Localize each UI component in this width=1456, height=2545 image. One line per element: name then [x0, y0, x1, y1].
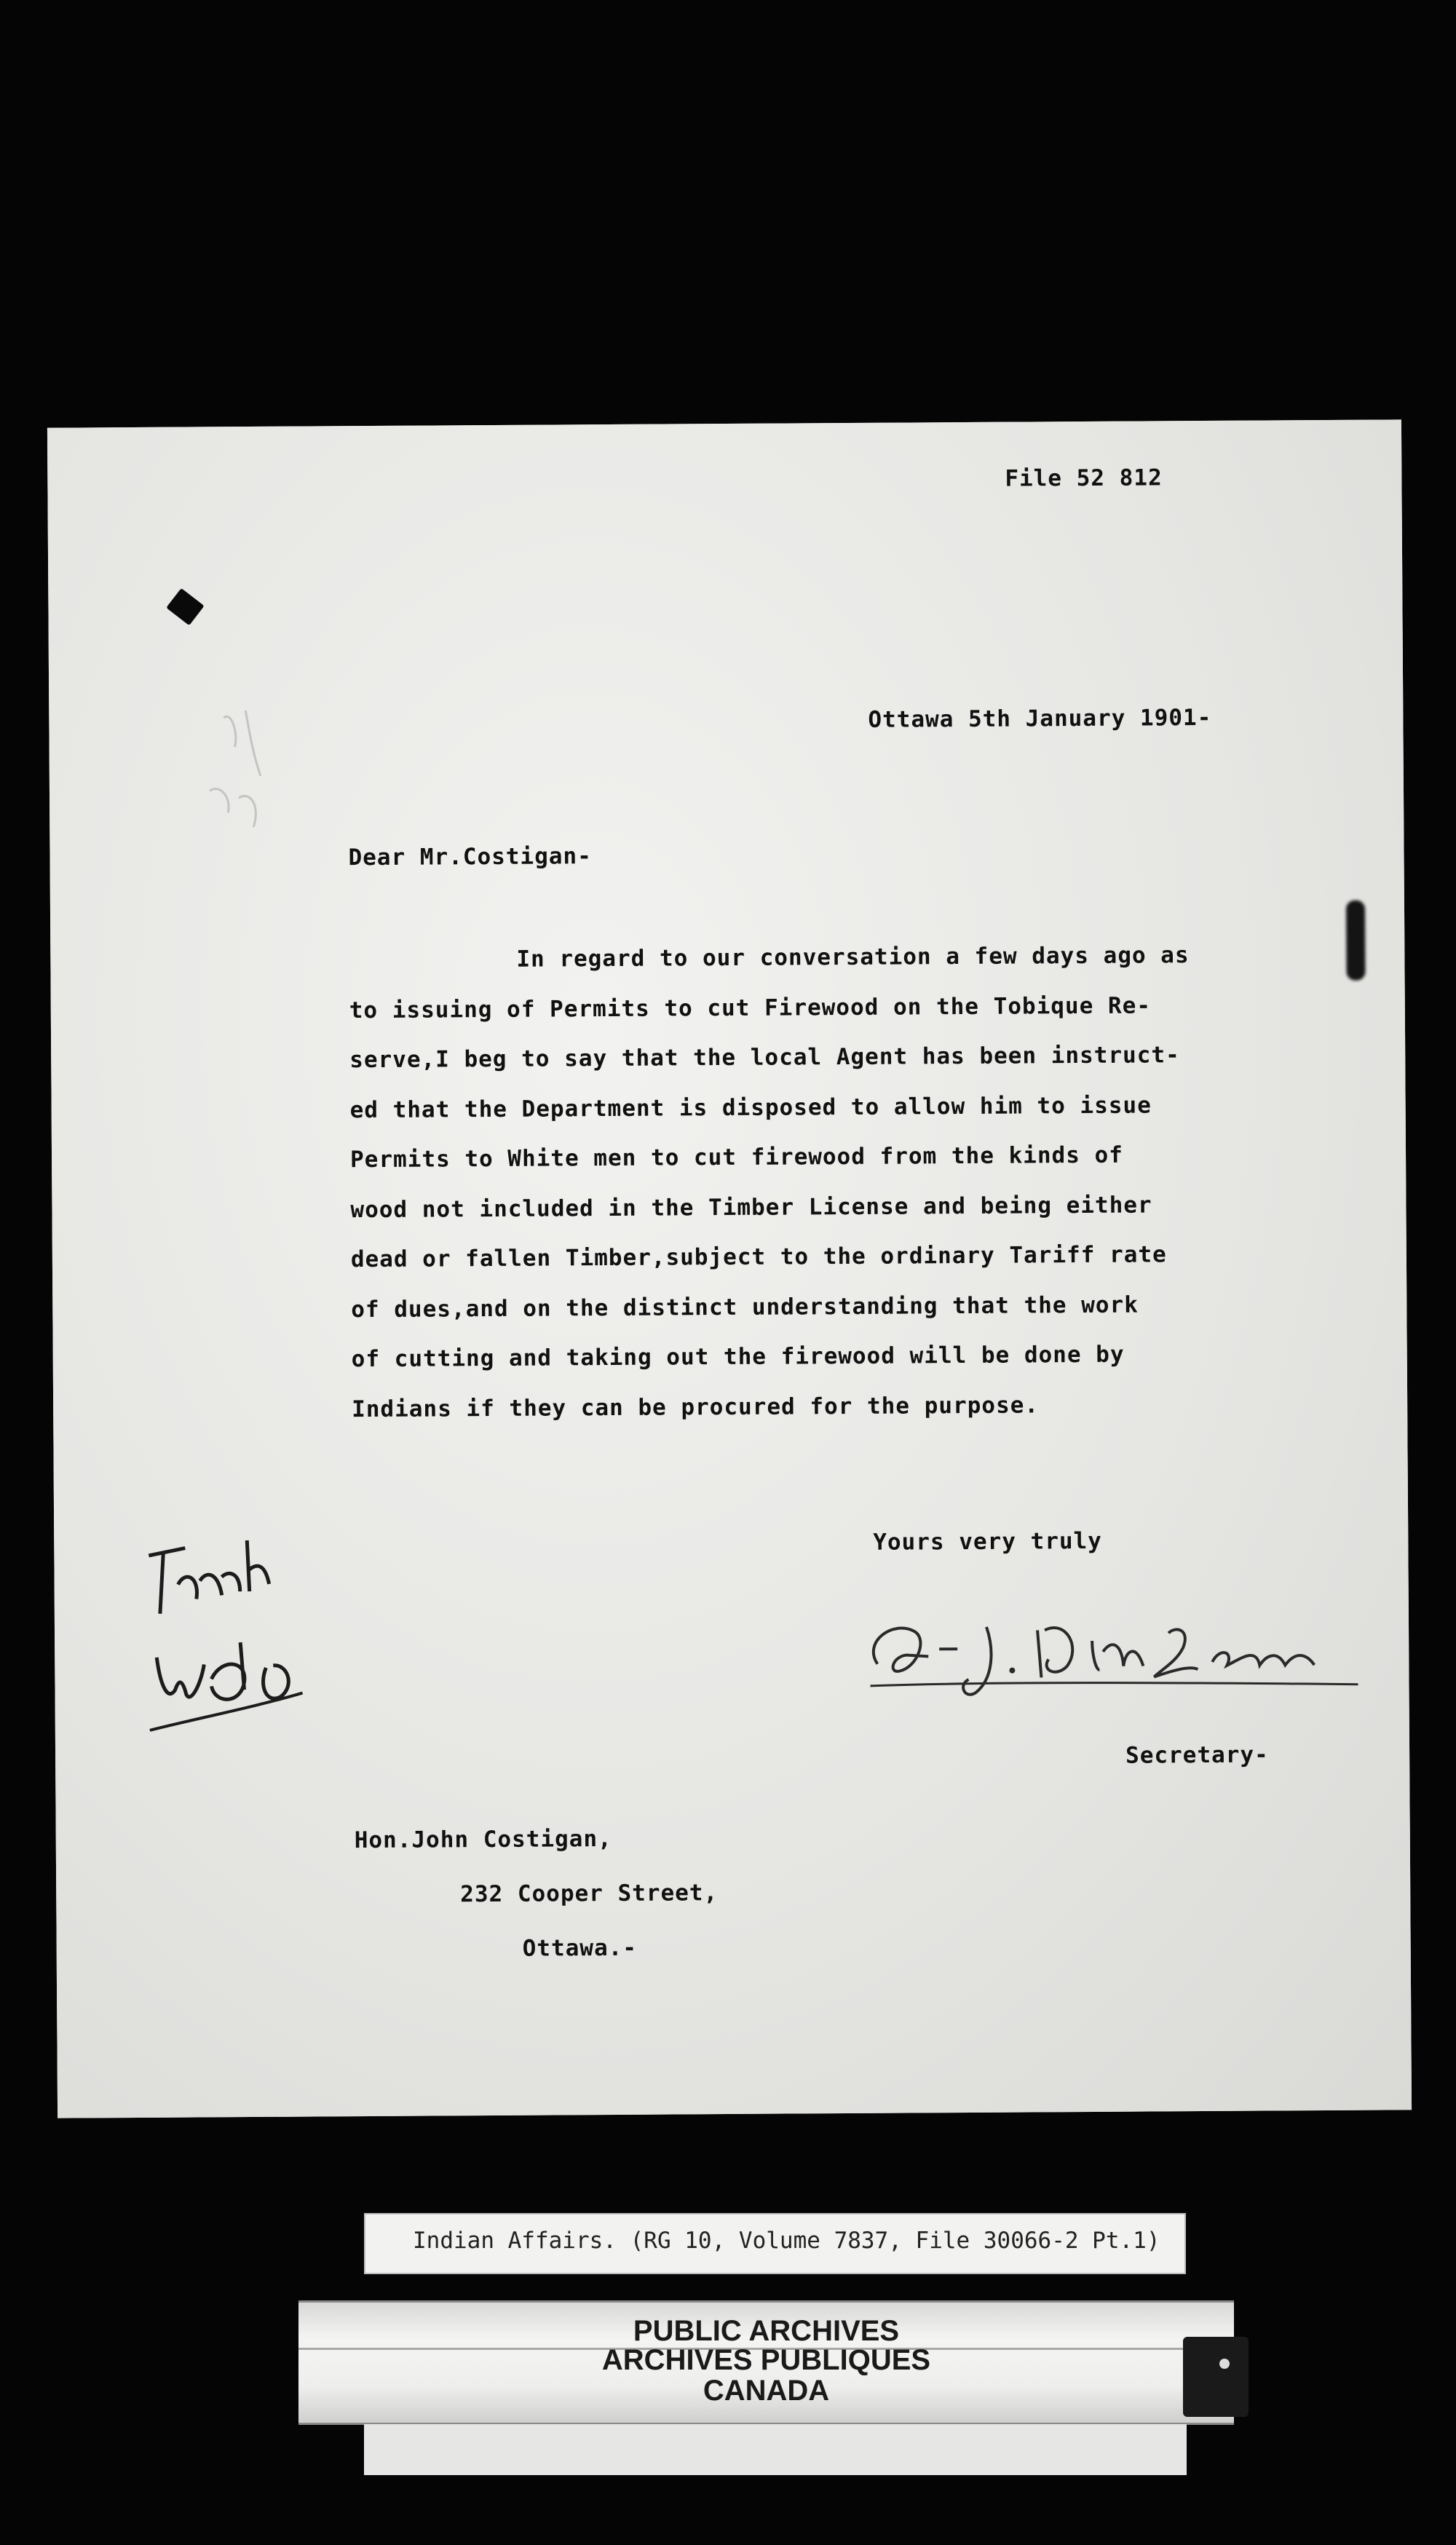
stamp-line-3: CANADA — [703, 2375, 830, 2407]
closing: Yours very truly — [873, 1527, 1103, 1556]
file-number: File 52 812 — [1005, 464, 1163, 492]
salutation: Dear Mr.Costigan- — [348, 843, 592, 871]
recipient-street: 232 Cooper Street, — [460, 1880, 719, 1908]
body-line: dead or fallen Timber,subject to the ordinary Tariff rate — [350, 1241, 1167, 1273]
letter-sheet — [47, 419, 1412, 2118]
archive-reference-label — [364, 2213, 1186, 2274]
recipient-city: Ottawa.- — [522, 1934, 638, 1962]
signature — [848, 1596, 1373, 1708]
punch-mark — [166, 588, 204, 625]
body-line: Indians if they can be procured for the purpose. — [352, 1391, 1040, 1422]
bottom-bar — [364, 2424, 1187, 2475]
body-line: of cutting and taking out the firewood will be done by — [351, 1341, 1125, 1373]
body-line: Permits to White men to cut firewood from the kinds of — [349, 1141, 1124, 1173]
recipient-name: Hon.John Costigan, — [354, 1826, 612, 1854]
stamp-line-2: ARCHIVES PUBLIQUES — [601, 2344, 931, 2376]
signer-title: Secretary- — [1125, 1741, 1269, 1769]
strip-end-clip — [1183, 2337, 1249, 2417]
handwritten-note — [119, 1511, 325, 1760]
archive-reference: Indian Affairs. (RG 10, Volume 7837, File 30066-2 Pt.1) — [413, 2228, 1160, 2254]
body-line: to issuing of Permits to cut Firewood on the Tobique Re- — [349, 992, 1152, 1024]
body-line: wood not included in the Timber License and being either — [350, 1191, 1152, 1223]
body-line: ed that the Department is disposed to allow him to issue — [349, 1091, 1152, 1123]
letter-date: Ottawa 5th January 1901- — [868, 704, 1212, 733]
body-line: serve,I beg to say that the local Agent has been instruct- — [349, 1042, 1180, 1074]
body-line: In regard to our conversation a few days ago as — [516, 942, 1190, 973]
stamp-line-1: PUBLIC ARCHIVES — [633, 2315, 900, 2347]
faint-pencil-note — [180, 688, 356, 878]
letter-body — [349, 930, 1385, 1435]
archive-stamp-strip — [298, 2300, 1234, 2425]
body-line: of dues,and on the distinct understanding that the work — [351, 1291, 1139, 1323]
